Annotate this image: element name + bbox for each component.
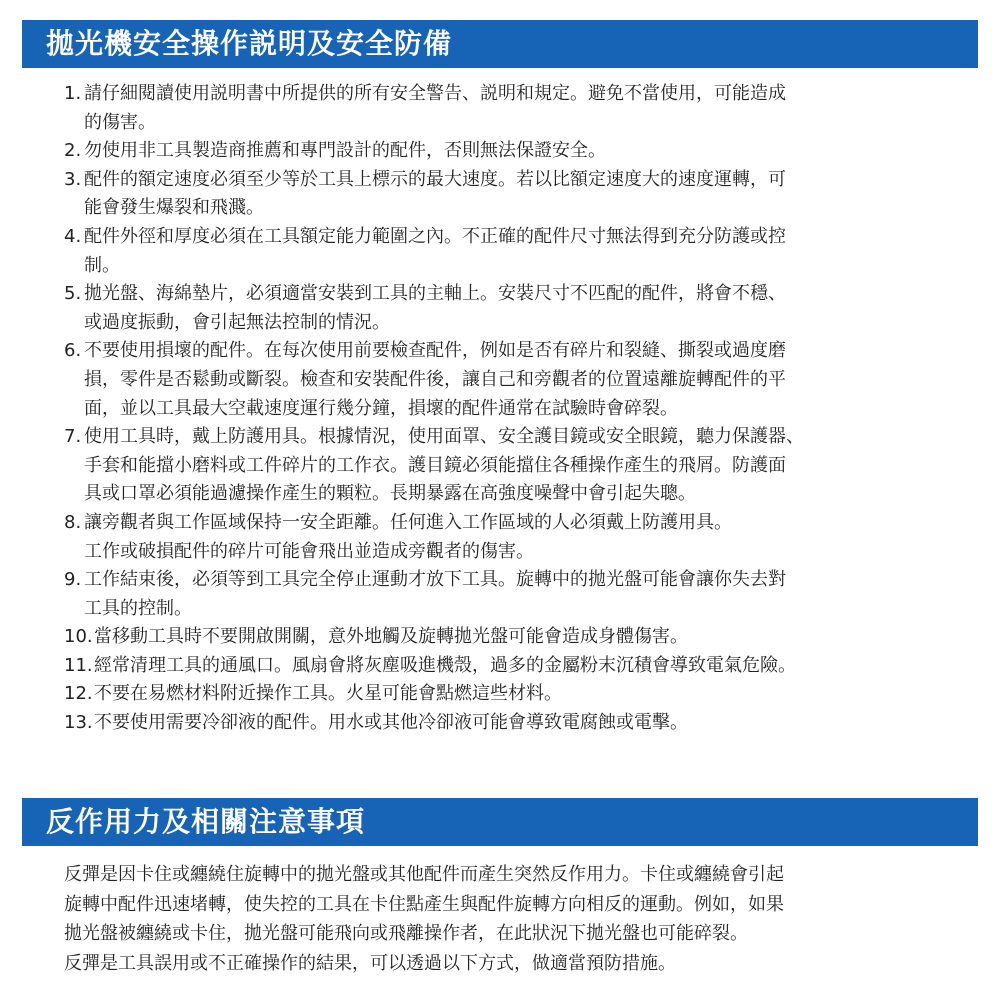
item-text-line: 使用工具時，戴上防護用具。根據情況，使用面罩、安全護目鏡或安全眼鏡，聽力保護器、: [84, 426, 804, 448]
list-item: [64, 566, 934, 623]
kickback-paragraph: [64, 860, 944, 978]
item-text-line: 讓旁觀者與工作區域保持一安全距離。任何進入工作區域的人必須戴上防護用具。: [84, 511, 732, 533]
item-text-line: 損，零件是否鬆動或斷裂。檢查和安裝配件後，讓自己和旁觀者的位置遠離旋轉配件的平: [84, 368, 786, 390]
list-item: [64, 337, 934, 423]
list-item: [64, 680, 934, 709]
list-item: [64, 623, 934, 652]
item-text-line: 或過度振動，會引起無法控制的情況。: [84, 311, 390, 333]
list-item: [64, 223, 934, 280]
item-text-line: 制。: [84, 254, 120, 276]
item-text-line: 請仔細閱讀使用説明書中所提供的所有安全警告、説明和規定。避免不當使用，可能造成: [84, 83, 786, 104]
item-number: 10.: [64, 626, 93, 648]
item-text-line: 當移動工具時不要開啟開關，意外地觸及旋轉拋光盤可能會造成身體傷害。: [94, 626, 688, 648]
item-number: 12.: [64, 683, 93, 705]
item-text-line: 手套和能擋小磨料或工件碎片的工作衣。護目鏡必須能擋住各種操作產生的飛屑。防護面: [84, 454, 786, 476]
list-item: [64, 166, 934, 223]
item-text-line: 具或口罩必須能過濾操作產生的顆粒。長期暴露在高強度噪聲中會引起失聰。: [84, 483, 696, 505]
paragraph-line: 反彈是工具誤用或不正確操作的結果，可以透過以下方式，做適當預防措施。: [64, 952, 676, 974]
item-text-line: 配件的額定速度必須至少等於工具上標示的最大速度。若以比額定速度大的速度運轉，可: [84, 168, 786, 190]
item-text-line: 面，並以工具最大空載速度運行幾分鐘，損壞的配件通常在試驗時會碎裂。: [84, 397, 678, 419]
item-number: 3.: [64, 168, 82, 190]
list-item: [64, 709, 934, 738]
item-number: 8.: [64, 511, 82, 533]
item-number: 4.: [64, 225, 82, 247]
item-text-line: 配件外徑和厚度必須在工具額定能力範圍之內。不正確的配件尺寸無法得到充分防護或控: [84, 225, 786, 247]
item-text-line: 不要在易燃材料附近操作工具。火星可能會點燃這些材料。: [94, 683, 562, 705]
paragraph-line: 反彈是因卡住或纏繞住旋轉中的拋光盤或其他配件而產生突然反作用力。卡住或纏繞會引起: [64, 864, 784, 885]
section-header-kickback: [22, 798, 978, 846]
item-text-line: 勿使用非工具製造商推薦和專門設計的配件，否則無法保證安全。: [84, 140, 606, 162]
item-text-line: 不要使用損壞的配件。在每次使用前要檢查配件，例如是否有碎片和裂縫、撕裂或過度磨: [84, 340, 786, 362]
item-number: 7.: [64, 426, 82, 448]
list-item: [64, 280, 934, 337]
item-text-line: 不要使用需要冷卻液的配件。用水或其他冷卻液可能會導致電腐蝕或電擊。: [94, 712, 688, 734]
section-header-safety: [22, 20, 978, 68]
item-text-line: 工作結束後，必須等到工具完全停止運動才放下工具。旋轉中的拋光盤可能會讓你失去對: [84, 569, 786, 591]
list-item: [64, 652, 934, 681]
item-text-line: 工具的控制。: [84, 597, 192, 619]
list-item: [64, 509, 934, 566]
item-text-line: 拋光盤、海綿墊片，必須適當安裝到工具的主軸上。安裝尺寸不匹配的配件，將會不穩、: [84, 283, 786, 305]
item-text-line: 能會發生爆裂和飛濺。: [84, 197, 264, 219]
item-number: 5.: [64, 283, 82, 305]
item-number: 11.: [64, 654, 93, 676]
item-text-line: 經常清理工具的通風口。風扇會將灰塵吸進機殼，過多的金屬粉末沉積會導致電氣危險。: [94, 654, 796, 676]
safety-instructions-list: [64, 80, 934, 738]
item-number: 13.: [64, 712, 93, 734]
list-item: [64, 80, 934, 137]
item-number: 2.: [64, 140, 82, 162]
paragraph-line: 拋光盤被纏繞或卡住，拋光盤可能飛向或飛離操作者，在此狀況下拋光盤也可能碎裂。: [64, 923, 748, 944]
section-title: 拋光機安全操作説明及安全防備: [46, 27, 453, 60]
item-number: 6.: [64, 340, 82, 362]
list-item: [64, 423, 934, 509]
section-title: 反作用力及相關注意事項: [46, 805, 366, 838]
list-item: [64, 137, 934, 166]
item-number: 9.: [64, 569, 82, 591]
item-text-line: 工作或破損配件的碎片可能會飛出並造成旁觀者的傷害。: [84, 540, 534, 562]
item-text-line: 的傷害。: [84, 111, 156, 133]
item-number: 1.: [64, 83, 82, 104]
paragraph-line: 旋轉中配件迅速堵轉，使失控的工具在卡住點產生與配件旋轉方向相反的運動。例如，如果: [64, 893, 784, 915]
